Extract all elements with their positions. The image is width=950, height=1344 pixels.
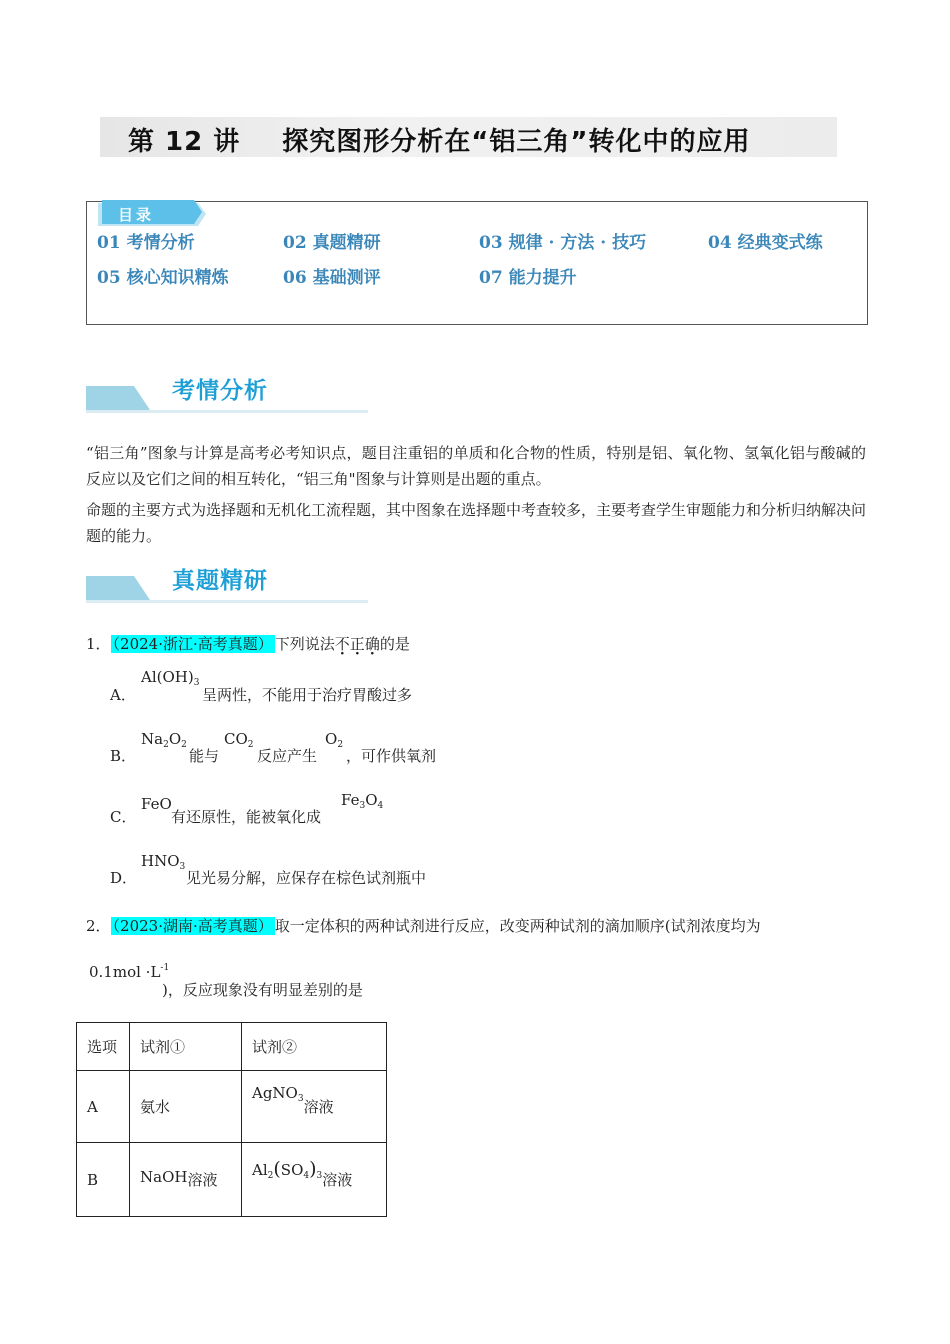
section-title-analysis: 考情分析 [172, 378, 268, 404]
question-2-concentration [89, 963, 169, 981]
option-b-text-2: 反应产生 [257, 747, 318, 765]
lecture-topic: 探究图形分析在“铝三角”转化中的应用 [282, 127, 751, 157]
b-reagent-2-main2: SO [280, 1161, 304, 1179]
question-2-stem-tail: )，反应现象没有明显差别的是 [162, 981, 363, 999]
section-header-analysis [86, 372, 368, 420]
question-1-stem-pre: 下列说法 [274, 635, 335, 653]
table-cell-a-reagent-2 [242, 1071, 387, 1143]
title-band [100, 117, 837, 157]
option-b-formula-2 [224, 730, 254, 750]
b-reagent-2-left-paren: ( [273, 1158, 281, 1180]
toc-tag [98, 200, 198, 228]
option-d-f1-sub: 3 [179, 862, 186, 872]
option-b-f2-sub: 2 [247, 740, 254, 750]
option-b-f1-sub: 2 [163, 740, 169, 750]
table-cell-b-reagent-2 [242, 1143, 387, 1217]
b-reagent-2-formula [252, 1158, 323, 1181]
toc-item-07[interactable]: 07 能力提升 [479, 268, 577, 288]
question-1-stem-post: 的是 [379, 635, 410, 653]
toc-title: 目录 [117, 206, 154, 224]
concentration-value: 0.1mol ·L [89, 963, 161, 981]
table-cell-option-a: A [77, 1071, 130, 1143]
question-1-source: （2024·浙江·高考真题） [112, 635, 273, 653]
option-a-text: 呈两性，不能用于治疗胃酸过多 [202, 686, 413, 704]
option-d-text: 见光易分解，应保存在棕色试剂瓶中 [186, 869, 427, 887]
option-a-formula-sub: 3 [193, 678, 200, 688]
option-d-f1-main: HNO [141, 852, 180, 870]
option-a-formula-main: Al(OH) [141, 668, 194, 686]
option-b-text-1: 能与 [189, 747, 220, 765]
analysis-paragraph-1: “铝三角”图象与计算是高考必考知识点，题目注重铝的单质和化合物的性质，特别是铝、氧化物、氢氧化铝与酸碱的反应以及它们之间的相互转化，“铝三角"图象与计算则是出题的重点。 [86, 444, 866, 488]
table-row [77, 1143, 387, 1217]
option-b-f1-sub2: 2 [181, 740, 187, 750]
table-cell-b-reagent-1 [130, 1143, 242, 1217]
table-cell-option-b: B [77, 1143, 130, 1217]
table-cell-a-reagent-1: 氨水 [130, 1071, 242, 1143]
option-b-f3-main: O [325, 730, 338, 748]
option-d-label: D． [110, 869, 138, 887]
lecture-number: 第 12 讲 [128, 127, 241, 157]
option-b-text-3: ，可作供氧剂 [346, 747, 437, 765]
b-reagent-1-formula: NaOH [140, 1168, 188, 1186]
a-reagent-2-formula [252, 1084, 304, 1102]
option-b-label: B． [110, 747, 137, 765]
concentration-exponent: -1 [160, 963, 170, 973]
toc-item-06[interactable]: 06 基础测评 [283, 268, 381, 288]
b-reagent-1-text: 溶液 [187, 1171, 218, 1189]
question-1-number: 1． [86, 635, 111, 653]
reagent-table [76, 1022, 387, 1217]
table-header-reagent-1: 试剂① [130, 1023, 242, 1071]
a-reagent-2-sub: 3 [297, 1093, 304, 1104]
option-c-text: 有还原性，能被氧化成 [171, 808, 322, 826]
section-title-research: 真题精研 [172, 568, 268, 594]
emph-char-3: 确 [364, 635, 380, 653]
option-c-formula-2 [341, 791, 383, 811]
toc-item-04[interactable]: 04 经典变式练 [708, 233, 823, 253]
option-b-f1-main2: O [168, 730, 182, 748]
question-2-number: 2． [86, 917, 111, 935]
option-c-f2-sub2: 4 [377, 801, 384, 811]
question-2-stem [86, 915, 761, 936]
toc-item-03[interactable]: 03 规律 · 方法 · 技巧 [479, 233, 647, 253]
a-reagent-2-main: AgNO [252, 1083, 298, 1102]
question-2-stem-text: 取一定体积的两种试剂进行反应，改变两种试剂的滴加顺序(试剂浓度均为 [274, 917, 761, 935]
b-reagent-2-sub2: 4 [303, 1171, 310, 1181]
option-b-f2-main: CO [224, 730, 248, 748]
option-a-label: A． [110, 686, 136, 704]
section-header-research [86, 562, 368, 610]
emph-char-1: 不 [334, 635, 350, 653]
toc-item-02[interactable]: 02 真题精研 [283, 233, 381, 253]
table-header-reagent-2: 试剂② [242, 1023, 387, 1071]
option-b-f3-sub: 2 [337, 740, 344, 750]
b-reagent-2-text: 溶液 [322, 1171, 353, 1189]
option-d-formula [141, 852, 185, 872]
table-header-row [77, 1023, 387, 1071]
b-reagent-2-sub3: 3 [316, 1171, 323, 1181]
emph-char-2: 正 [349, 635, 365, 653]
question-2-source: （2023·湖南·高考真题） [112, 917, 273, 935]
a-reagent-2-text: 溶液 [303, 1097, 334, 1116]
option-b-formula-1 [141, 730, 187, 750]
option-c-f2-sub: 3 [359, 801, 366, 811]
toc-item-05[interactable]: 05 核心知识精炼 [97, 268, 229, 288]
option-c-label: C． [110, 808, 137, 826]
b-reagent-2-sub: 2 [267, 1171, 274, 1181]
option-c-f2-main2: O [365, 791, 378, 809]
b-reagent-2-right-paren: ) [309, 1158, 317, 1180]
b-reagent-2-main: Al [252, 1161, 268, 1179]
question-1-stem [86, 633, 410, 654]
option-b-f1-main: Na [141, 730, 164, 748]
option-c-formula-1: FeO [141, 795, 172, 813]
analysis-paragraph-2: 命题的主要方式为选择题和无机化工流程题，其中图象在选择题中考查较多，主要考查学生审题能力和分析归纳解决问题的能力。 [86, 501, 867, 545]
table-header-option: 选项 [77, 1023, 130, 1071]
option-c-f2-main: Fe [341, 791, 360, 809]
toc-item-01[interactable]: 01 考情分析 [97, 233, 195, 253]
option-b-formula-3 [325, 730, 343, 750]
table-row [77, 1071, 387, 1143]
page-title [128, 121, 750, 158]
option-a-formula [141, 668, 199, 688]
